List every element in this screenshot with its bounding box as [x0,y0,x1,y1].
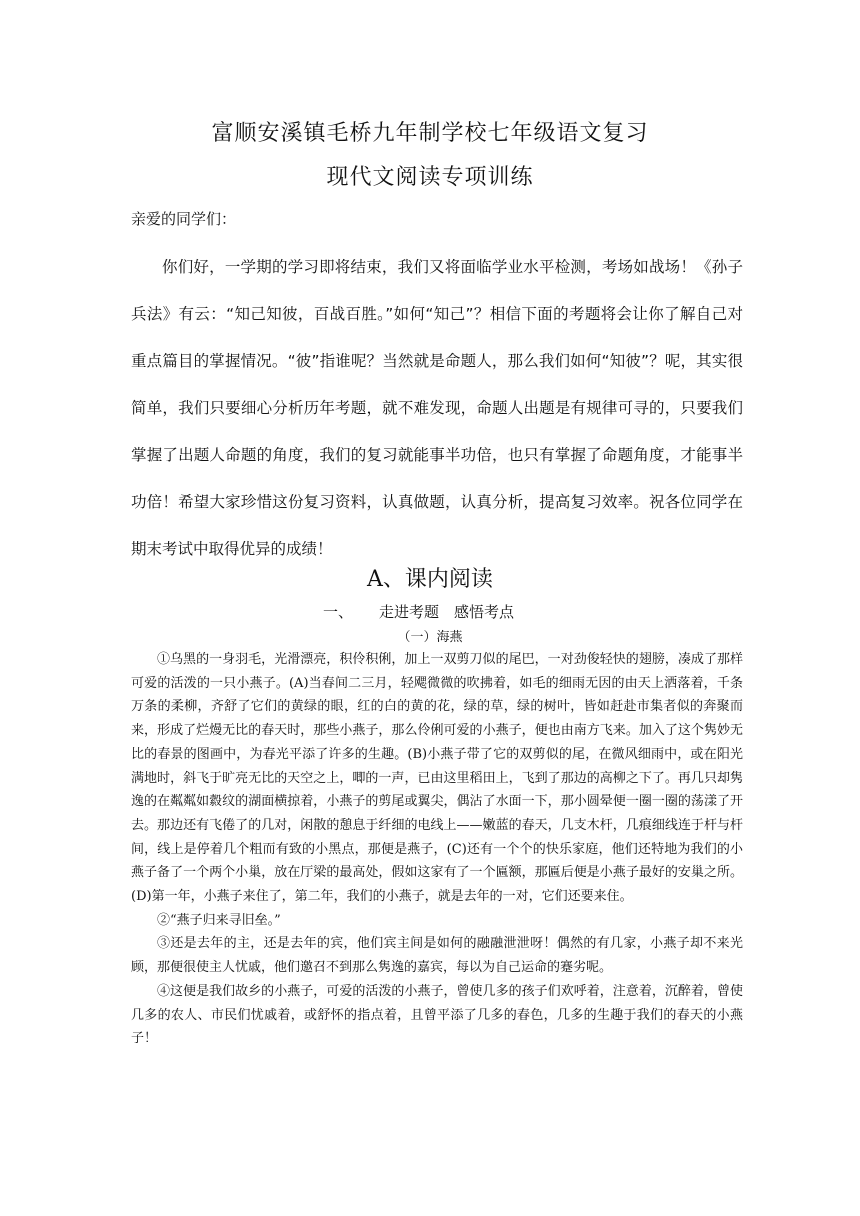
document-subtitle: 现代文阅读专项训练 [326,165,534,190]
letter-body: 你们好，一学期的学习即将结束，我们又将面临学业水平检测，考场如战场！《孙子兵法》有云：“知己知彼，百战百胜。”如何“知己”？相信下面的考题将会让你了解自己对重点篇目的掌握情况。“彼”指谁呢？当然就是命题人，那么我们如何“知彼”？呢，其实很简单，我们只要细心分析历年考题，就不难发现，命题人出题是有规律可寻的，只要我们掌握了出题人命题的角度，我们的复习就能事半功倍，也只有掌握了命题角度，才能事半功倍！希望大家珍惜这份复习资料，认真做题，认真分析，提高复习效率。祝各位同学在期末考试中取得优异的成绩！ [131,258,743,558]
letter-salutation: 亲爱的同学们： [131,210,237,228]
passage-paragraph-3: ③还是去年的主，还是去年的宾，他们宾主间是如何的融融泄泄呀！偶然的有几家，小燕子却不来光顾，那便很使主人忧戚，他们邀召不到那么隽逸的嘉宾，每以为自己运命的蹇劣呢。 [131,936,743,976]
subsection-heading [323,601,514,622]
section-heading: A、课内阅读 [367,567,493,592]
subsection-number: 一、 [323,603,354,621]
passage-paragraph-4: ④这便是我们故乡的小燕子，可爱的活泼的小燕子，曾使几多的孩子们欢呼着，注意着，沉醉着，曾使几多的农人、市民们忧戚着，或舒怀的指点着，且曾平添了几多的春色，几多的生趣于我们的春天的小燕子！ [131,983,743,1047]
passage-paragraph-1: ①乌黑的一身羽毛，光滑漂亮，积伶积俐，加上一双剪刀似的尾巴，一对劲俊轻快的翅膀，凑成了那样可爱的活泼的一只小燕子。(A)当春间二三月，轻飔微微的吹拂着，如毛的细雨无因的由天上洒落着，千条万条的柔柳，齐舒了它们的黄绿的眼，红的白的黄的花，绿的草，绿的树叶，皆如赶赴市集者似的奔聚而来，形成了烂熳无比的春天时，那些小燕子，那么伶俐可爱的小燕子，便也由南方飞来。加入了这个隽妙无比的春景的图画中，为春光平添了许多的生趣。(B)小燕子带了它的双剪似的尾，在微风细雨中，或在阳光满地时，斜飞于旷亮无比的天空之上，唧的一声，已由这里稻田上，飞到了那边的高柳之下了。再几只却隽逸的在粼粼如縠纹的湖面横掠着，小燕子的剪尾或翼尖，偶沾了水面一下，那小圆晕便一圈一圈的荡漾了开去。那边还有飞倦了的几对，闲散的憩息于纤细的电线上——嫩蓝的春天，几支木杆，几痕细线连于杆与杆间，线上是停着几个粗而有致的小黑点，那便是燕子，(C)还有一个个的快乐家庭，他们还特地为我们的小燕子备了一个两个小巢，放在厅梁的最高处，假如这家有了一个匾额，那匾后便是小燕子最好的安巢之所。(D)第一年，小燕子来住了，第二年，我们的小燕子，就是去年的一对，它们还要来住。 [131,652,743,905]
passage-paragraph-2: ②“燕子归来寻旧垒。” [157,912,281,928]
passage-text [131,648,743,1051]
document-title: 富顺安溪镇毛桥九年制学校七年级语文复习 [211,121,649,146]
passage-title: （一）海燕 [397,630,463,645]
subsection-title: 走进考题 感悟考点 [379,603,515,621]
